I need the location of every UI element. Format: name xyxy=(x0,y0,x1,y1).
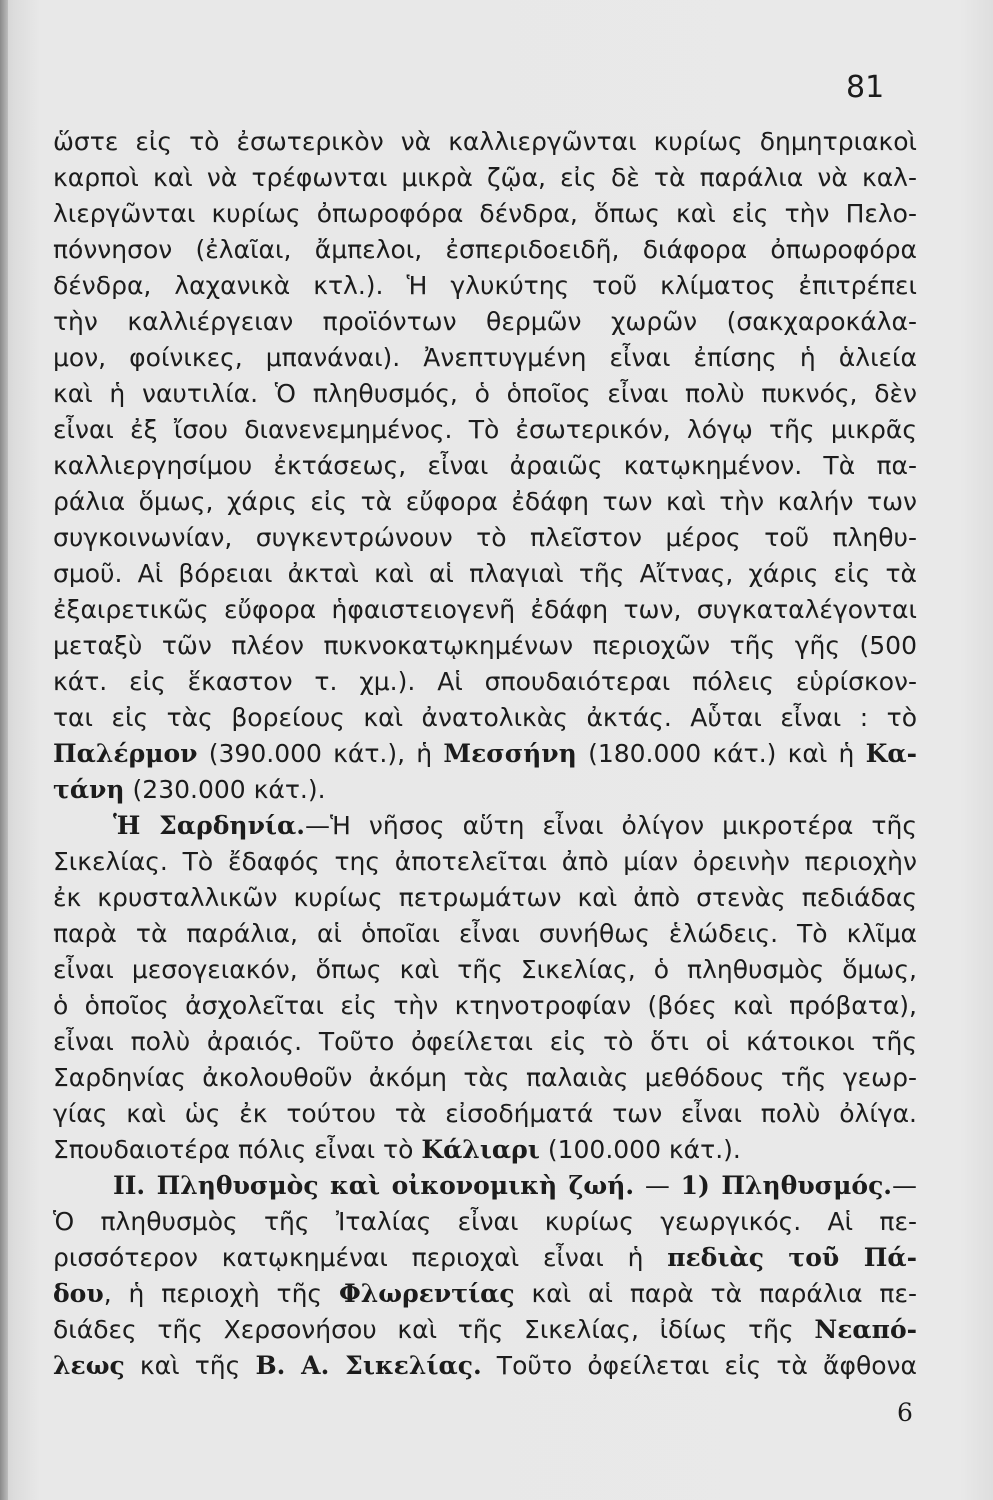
text-run: κάτ. εἰς ἕκαστον τ. χμ.). Αἱ σπουδαιότεραι πόλεις εὑρίσκον- xyxy=(53,667,917,696)
text-line xyxy=(53,1096,917,1132)
text-run: (180.000 κάτ.) καὶ ἡ xyxy=(576,739,866,768)
text-run: τὴν καλλιέργειαν προϊόντων θερμῶν χωρῶν (σακχαροκάλα- xyxy=(53,307,917,336)
bold-term: πεδιὰς τοῦ Πά- xyxy=(667,1243,918,1272)
text-line xyxy=(53,664,917,700)
text-line xyxy=(53,1312,917,1348)
text-line xyxy=(53,196,917,232)
text-line xyxy=(53,1024,917,1060)
bold-term: 1) Πληθυσμός. xyxy=(680,1171,892,1200)
text-run: καρποὶ καὶ νὰ τρέφωνται μικρὰ ζῷα, εἰς δὲ τὰ παράλια νὰ καλ- xyxy=(53,163,917,192)
bold-term: Φλωρεντίας xyxy=(338,1279,515,1308)
text-line xyxy=(53,1348,917,1384)
text-run: ὥστε εἰς τὸ ἐσωτερικὸν νὰ καλλιεργῶνται κυρίως δημητριακοὶ xyxy=(53,127,917,156)
text-run: ράλια ὅμως, χάρις εἰς τὰ εὔφορα ἐδάφη των καὶ τὴν καλήν των xyxy=(53,487,917,516)
bold-term: Ἡ Σαρδηνία. xyxy=(113,811,305,840)
text-run: καὶ τῆς xyxy=(124,1351,256,1380)
text-line xyxy=(53,376,917,412)
text-run: Τοῦτο ὀφείλεται εἰς τὰ ἄφθονα xyxy=(481,1351,917,1380)
text-run: εἶναι πολὺ ἀραιός. Τοῦτο ὀφείλεται εἰς τὸ ὅτι οἱ κάτοικοι τῆς xyxy=(53,1027,917,1056)
text-line xyxy=(53,1168,917,1204)
text-line xyxy=(53,772,917,808)
text-line xyxy=(53,556,917,592)
page-binding-edge xyxy=(0,0,8,1500)
text-line xyxy=(53,448,917,484)
text-run: ἐξαιρετικῶς εὔφορα ἡφαιστειογενῆ ἐδάφη των, συγκαταλέγονται xyxy=(53,595,917,624)
text-line xyxy=(53,736,917,772)
text-line xyxy=(53,808,917,844)
text-line xyxy=(53,700,917,736)
text-run: δένδρα, λαχανικὰ κτλ.). Ἡ γλυκύτης τοῦ κλίματος ἐπιτρέπει xyxy=(53,271,917,300)
page-number: 81 xyxy=(846,70,885,105)
text-line xyxy=(53,160,917,196)
text-line xyxy=(53,340,917,376)
bold-term: Νεαπό- xyxy=(814,1315,917,1344)
text-run: διάδες τῆς Χερσονήσου καὶ τῆς Σικελίας, ἰδίως τῆς xyxy=(53,1315,815,1344)
bold-term: Β. Α. Σικελίας. xyxy=(255,1351,482,1380)
bold-term: δου xyxy=(53,1279,104,1308)
text-line xyxy=(53,268,917,304)
text-line xyxy=(53,1060,917,1096)
text-run: (230.000 κάτ.). xyxy=(124,775,326,804)
text-line xyxy=(53,844,917,880)
text-run: (390.000 κάτ.), ἡ xyxy=(197,739,444,768)
bold-term: λεως xyxy=(53,1351,125,1380)
text-run: ρισσότερον κατῳκημέναι περιοχαὶ εἶναι ἡ xyxy=(53,1243,668,1272)
text-line xyxy=(53,1240,917,1276)
text-run: καλλιεργησίμου ἐκτάσεως, εἶναι ἀραιῶς κατῳκημένον. Τὰ πα- xyxy=(53,451,917,480)
text-line xyxy=(53,880,917,916)
bold-term: Κάλιαρι xyxy=(421,1135,540,1164)
bold-term: τάνη xyxy=(53,775,125,804)
text-run: σμοῦ. Αἱ βόρειαι ἀκταὶ καὶ αἱ πλαγιαὶ τῆς Αἴτνας, χάρις εἰς τὰ xyxy=(53,559,917,588)
text-run: , ἡ περιοχὴ τῆς xyxy=(103,1279,339,1308)
bold-term: Μεσσήνη xyxy=(443,739,577,768)
text-line xyxy=(53,592,917,628)
text-run: λιεργῶνται κυρίως ὀπωροφόρα δένδρα, ὅπως καὶ εἰς τὴν Πελο- xyxy=(53,199,917,228)
text-line xyxy=(53,232,917,268)
text-run: Σικελίας. Τὸ ἔδαφός της ἀποτελεῖται ἀπὸ μίαν ὀρεινὴν περιοχὴν xyxy=(53,847,917,876)
text-line xyxy=(53,304,917,340)
text-run: ὁ ὁποῖος ἀσχολεῖται εἰς τὴν κτηνοτροφίαν (βόες καὶ πρόβατα), xyxy=(53,991,917,1020)
signature-mark: 6 xyxy=(897,1398,913,1427)
text-run: (100.000 κάτ.). xyxy=(539,1135,741,1164)
text-line xyxy=(53,412,917,448)
text-run: ται εἰς τὰς βορείους καὶ ἀνατολικὰς ἀκτάς. Αὗται εἶναι : τὸ xyxy=(53,703,917,732)
text-run: Ὁ πληθυσμὸς τῆς Ἰταλίας εἶναι κυρίως γεωργικός. Αἱ πε- xyxy=(53,1207,917,1236)
text-run: Σπουδαιοτέρα πόλις εἶναι τὸ xyxy=(53,1135,422,1164)
text-line xyxy=(53,988,917,1024)
bold-term: Κα- xyxy=(865,739,917,768)
text-run: παρὰ τὰ παράλια, αἱ ὁποῖαι εἶναι συνήθως ἑλώδεις. Τὸ κλῖμα xyxy=(53,919,917,948)
text-line xyxy=(53,916,917,952)
text-line xyxy=(53,484,917,520)
text-run: ἐκ κρυσταλλικῶν κυρίως πετρωμάτων καὶ ἀπὸ στενὰς πεδιάδας xyxy=(53,883,917,912)
text-run: καὶ αἱ παρὰ τὰ παράλια πε- xyxy=(514,1279,917,1308)
text-line xyxy=(53,1204,917,1240)
bold-term: Παλέρμον xyxy=(53,739,198,768)
text-line xyxy=(53,1132,917,1168)
text-line xyxy=(53,124,917,160)
text-line xyxy=(53,952,917,988)
bold-term: II. Πληθυσμὸς καὶ οἰκονομικὴ ζωή. xyxy=(113,1171,635,1200)
text-run: καὶ ἡ ναυτιλία. Ὁ πληθυσμός, ὁ ὁποῖος εἶναι πολὺ πυκνός, δὲν xyxy=(53,379,917,408)
text-run: πόννησον (ἐλαῖαι, ἄμπελοι, ἐσπεριδοειδῆ, διάφορα ὀπωροφόρα xyxy=(53,235,917,264)
text-run: μεταξὺ τῶν πλέον πυκνοκατῳκημένων περιοχῶν τῆς γῆς (500 xyxy=(53,631,917,660)
text-run: συγκοινωνίαν, συγκεντρώνουν τὸ πλεῖστον μέρος τοῦ πληθυ- xyxy=(53,523,917,552)
text-run: γίας καὶ ὡς ἐκ τούτου τὰ εἰσοδήματά των εἶναι πολὺ ὀλίγα. xyxy=(53,1099,917,1128)
text-line xyxy=(53,628,917,664)
text-run: — xyxy=(634,1171,681,1200)
text-run: εἶναι μεσογειακόν, ὅπως καὶ τῆς Σικελίας, ὁ πληθυσμὸς ὅμως, xyxy=(53,955,917,984)
text-run: Σαρδηνίας ἀκολουθοῦν ἀκόμη τὰς παλαιὰς μεθόδους τῆς γεωρ- xyxy=(53,1063,917,1092)
body-text xyxy=(53,124,917,1384)
text-run: — xyxy=(892,1171,917,1200)
text-line xyxy=(53,1276,917,1312)
text-run: μον, φοίνικες, μπανάναι). Ἀνεπτυγμένη εἶναι ἐπίσης ἡ ἁλιεία xyxy=(53,343,917,372)
text-line xyxy=(53,520,917,556)
text-run: —Ἡ νῆσος αὕτη εἶναι ὀλίγον μικροτέρα τῆς xyxy=(304,811,917,840)
text-run: εἶναι ἐξ ἴσου διανενεμημένος. Τὸ ἐσωτερικόν, λόγῳ τῆς μικρᾶς xyxy=(53,415,917,444)
